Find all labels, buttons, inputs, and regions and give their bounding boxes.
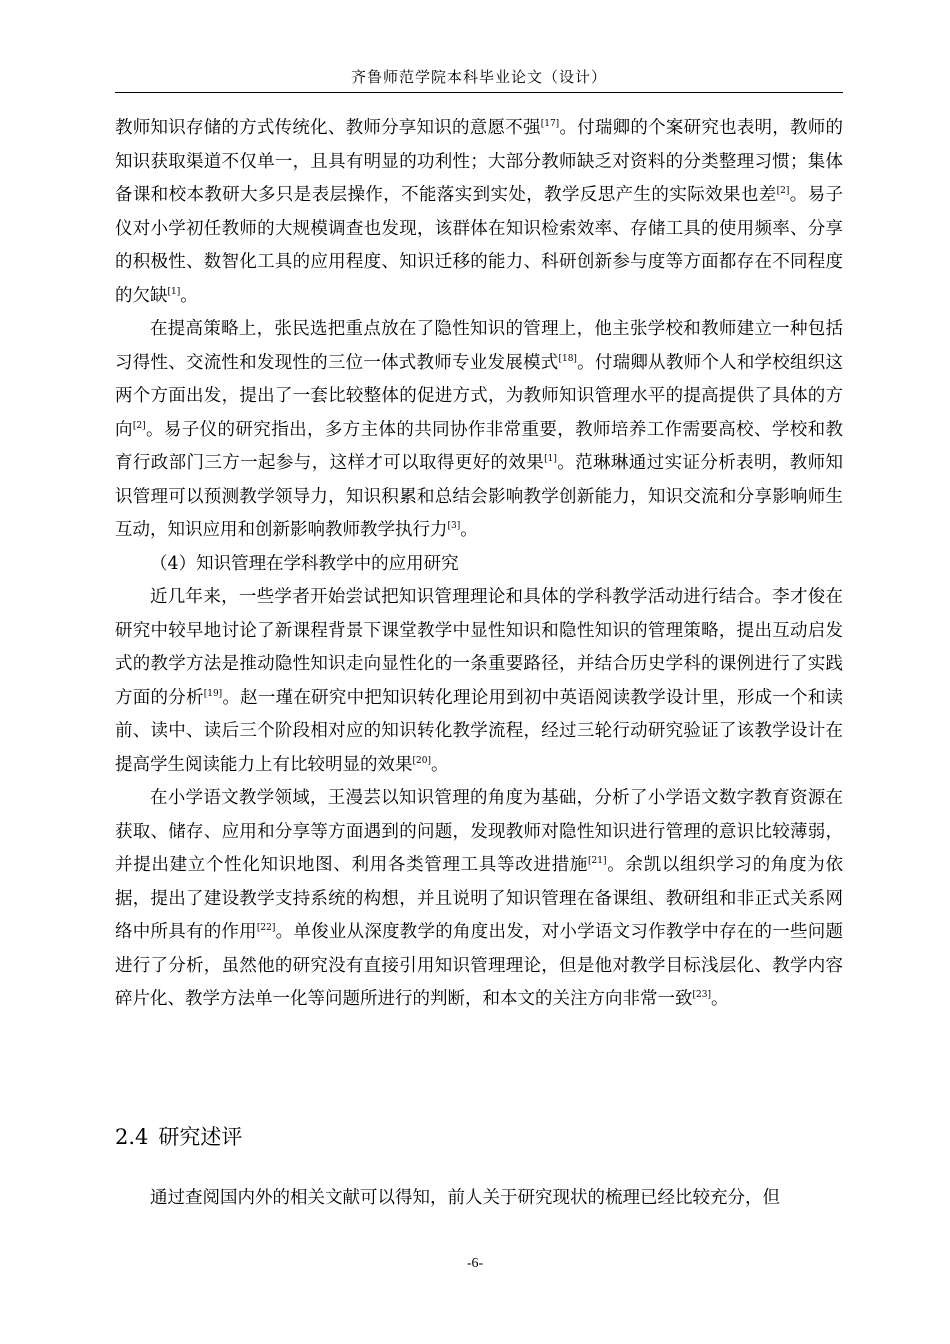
section-body: [115, 1182, 843, 1216]
citation-18: [18]: [558, 353, 577, 364]
paragraph-2-text-e: 。: [460, 520, 478, 540]
paragraph-3-text-a: 近几年来，一些学者开始尝试把知识管理理论和具体的学科教学活动进行结合。李才俊在研究中较早地讨论了新课程背景下课堂教学中显性知识和隐性知识的管理策略，提出互动启发式的教学方法是推动隐性知识走向显性化的一条重要路径，并结合历史学科的课例进行了实践方面的分析: [115, 587, 843, 708]
paragraph-1-text-c: 。易子仪对小学初任教师的大规模调查也发现，该群体在知识检索效率、存储工具的使用频率、分享的积极性、数智化工具的应用程度、知识迁移的能力、科研创新参与度等方面都存在不同程度的欠缺: [115, 185, 844, 306]
subheading: （4）知识管理在学科教学中的应用研究: [150, 553, 459, 574]
paragraph-4-text-a: 在小学语文教学领域，王漫芸以知识管理的角度为基础，分析了小学语文数字教育资源在获取、储存、应用和分享等方面遇到的问题，发现教师对隐性知识进行管理的意识比较薄弱，并提出建立个性化知识地图、利用各类管理工具等改进措施: [115, 788, 843, 875]
header-title: 齐鲁师范学院本科毕业论文（设计）: [350, 68, 607, 86]
citation-21: [21]: [588, 856, 607, 866]
paragraph-2-text-a: 在提高策略上，张民选把重点放在了隐性知识的管理上，他主张学校和教师建立一种包括习得性、交流性和发现性的三位一体式教师专业发展模式: [115, 319, 843, 373]
citation-1: [1]: [167, 286, 181, 297]
citation-19: [19]: [203, 688, 223, 699]
paragraph-4-text-b: 。余凯以组织学习的角度为依据，提出了建设教学支持系统的构想，并且说明了知识管理在备课组、教研组和非正式关系网络中所具有的作用: [115, 855, 844, 942]
paragraph-1-text-d: 。: [180, 285, 198, 306]
paragraph-2-text-b: 。付瑞卿从教师个人和学校组织这两个方面出发，提出了一套比较整体的促进方式，为教师知识管理水平的提高提供了具体的方向: [115, 352, 844, 440]
paragraph-2-text-c: 。易子仪的研究指出，多方主体的共同协作非常重要，教师培养工作需要高校、学校和教育行政部门三方一起参与，这样才可以取得更好的效果: [115, 419, 844, 473]
paragraph-3-text-b: 。赵一瑾在研究中把知识转化理论用到初中英语阅读教学设计里，形成一个和读前、读中、读后三个阶段相对应的知识转化教学流程，经过三轮行动研究验证了该教学设计在提高学生阅读能力上有比较明显的效果: [115, 687, 844, 775]
citation-22: [22]: [256, 923, 276, 933]
citation-3: [3]: [447, 521, 461, 531]
paragraph-4-text-c: 。单俊业从深度教学的角度出发，对小学语文习作教学中存在的一些问题进行了分析，虽然他的研究没有直接引用知识管理理论，但是他对教学目标浅层化、教学内容碎片化、教学方法单一化等问题所进行的判断，和本文的关注方向非常一致: [115, 922, 844, 1009]
citation-17: [17]: [540, 119, 560, 129]
paragraph-1-text-b: 。付瑞卿的个案研究也表明，教师的知识获取渠道不仅单一，且具有明显的功利性；大部分教师缺乏对资料的分类整理习惯；集体备课和校本教研大多只是表层操作，不能落实到实处，教学反思产生的实际效果也差: [115, 118, 844, 205]
section-paragraph-1: 通过查阅国内外的相关文献可以得知，前人关于研究现状的梳理已经比较充分，但: [150, 1188, 780, 1208]
section-heading: [115, 1120, 843, 1154]
page-number: -6-: [466, 1256, 484, 1271]
body-text: [115, 112, 843, 1017]
paragraph-4-text-d: 。: [710, 989, 729, 1009]
paragraph-4: [115, 782, 843, 1017]
paragraph-2: [115, 313, 843, 548]
citation-23: [23]: [692, 990, 711, 1000]
citation-2: [2]: [132, 420, 146, 431]
paragraph-3: [115, 581, 843, 782]
citation-1: [1]: [544, 454, 557, 464]
paragraph-3-text-c: 。: [430, 754, 449, 775]
section-number: 2.4: [115, 1125, 149, 1149]
citation-2: [2]: [776, 186, 790, 196]
paragraph-2-text-d: 。范琳琳通过实证分析表明，教师知识管理可以预测教学领导力，知识积累和总结会影响教学创新能力，知识交流和分享影响师生互动，知识应用和创新影响教师教学执行力: [115, 453, 844, 540]
citation-20: [20]: [412, 755, 431, 766]
paragraph-1-text-a: 教师知识存储的方式传统化、教师分享知识的意愿不强: [115, 118, 541, 138]
paragraph-1: [115, 112, 843, 313]
page-header: [115, 64, 843, 93]
section-title: 研究述评: [158, 1125, 243, 1149]
